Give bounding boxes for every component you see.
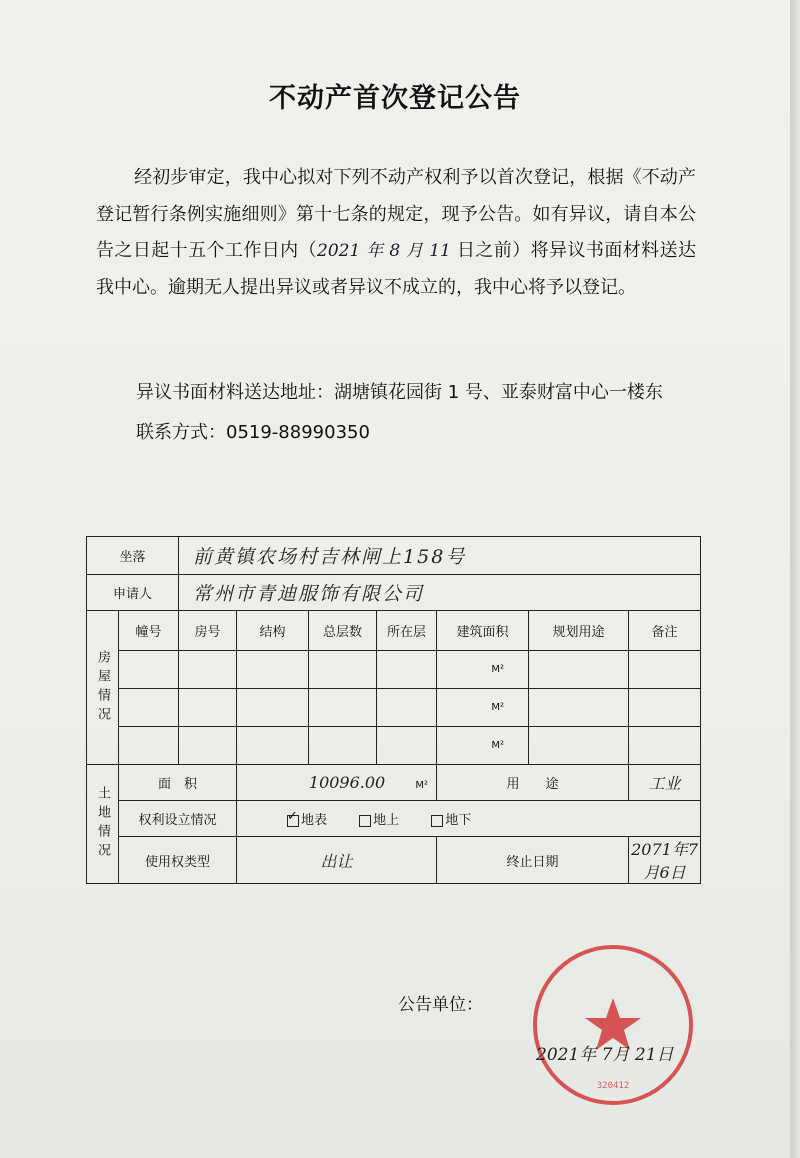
location-label: 坐落 — [87, 537, 179, 575]
col-building-no: 幢号 — [119, 611, 179, 651]
applicant-value: 常州市青迪服饰有限公司 — [179, 575, 701, 611]
land-use-value: 工业 — [629, 765, 701, 801]
col-room-no: 房号 — [179, 611, 237, 651]
rights-option-below: 地下 — [431, 813, 471, 828]
col-total-floors: 总层数 — [309, 611, 377, 651]
publisher-label: 公告单位： — [398, 995, 483, 1015]
col-remarks: 备注 — [629, 611, 701, 651]
end-date-label: 终止日期 — [437, 837, 629, 884]
col-floor: 所在层 — [377, 611, 437, 651]
rights-option-above: 地上 — [359, 813, 399, 828]
official-seal — [528, 940, 698, 1110]
publish-date: 2021年 7月 21日 — [536, 1045, 674, 1065]
checkbox-surface-checked: ✓ — [287, 815, 299, 827]
deadline-date: 2021 年 8 月 11 — [317, 241, 451, 261]
area-unit: M² — [437, 689, 529, 727]
page-title: 不动产首次登记公告 — [269, 83, 521, 114]
land-area-unit: M² — [415, 780, 429, 791]
end-date-value: 2071年7月6日 — [629, 837, 701, 884]
land-area-label: 面 积 — [119, 765, 237, 801]
land-use-label: 用 途 — [437, 765, 629, 801]
rights-option-surface: ✓ 地表 — [287, 808, 328, 828]
rights-label: 权利设立情况 — [119, 801, 237, 837]
notice-paragraph — [96, 160, 696, 306]
area-unit: M² — [437, 651, 529, 689]
col-structure: 结构 — [237, 611, 309, 651]
land-area-number: 10096.00 — [308, 773, 386, 792]
notice-text-after-date: 日之前）将异议书面材料送达我中心。逾期无人提出异议或者异议不成立的，我中心将予以登记。 — [96, 240, 697, 298]
location-value: 前黄镇农场村吉林闸上158号 — [179, 537, 701, 575]
land-section-label: 土地情况 — [87, 765, 119, 884]
seal-number: 320412 — [596, 1081, 630, 1091]
house-section-label: 房屋情况 — [87, 611, 119, 765]
use-type-label: 使用权类型 — [119, 837, 237, 884]
use-type-value: 出让 — [237, 837, 437, 884]
rights-options — [237, 801, 701, 837]
land-area-value — [237, 765, 437, 801]
checkbox-below — [431, 815, 443, 827]
area-unit: M² — [437, 727, 529, 765]
notice-text-before-date: 经初步审定，我中心拟对下列不动产权利予以首次登记，根据《不动产登记暂行条例实施细则》第十七条的规定，现予公告。如有异议，请自本公告之日起十五个工作日内（ — [96, 167, 696, 261]
objection-address: 异议书面材料送达地址：湖塘镇花园街 1 号、亚泰财富中心一楼东 — [136, 382, 663, 403]
col-building-area: 建筑面积 — [437, 611, 529, 651]
registration-table — [86, 536, 701, 884]
applicant-label: 申请人 — [87, 575, 179, 611]
col-planned-use: 规划用途 — [529, 611, 629, 651]
checkbox-above — [359, 815, 371, 827]
page-edge — [790, 0, 800, 1158]
contact-info: 联系方式：0519-88990350 — [136, 422, 370, 443]
